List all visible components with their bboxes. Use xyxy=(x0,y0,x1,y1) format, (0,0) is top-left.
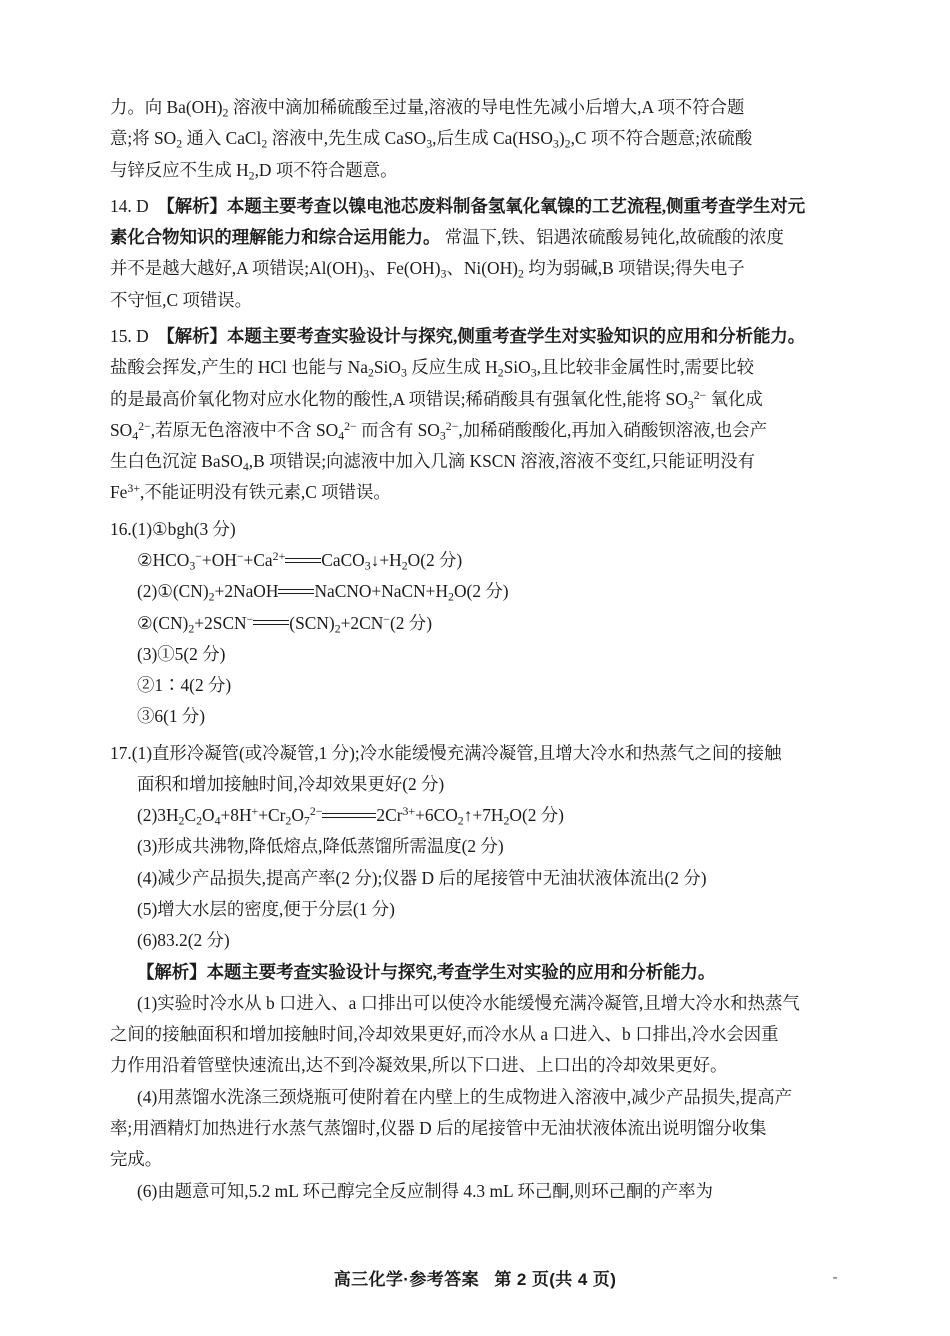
text-line: (6)83.2(2 分) xyxy=(137,930,230,951)
text-line: 力作用沿着管壁快速流出,达不到冷凝效果,所以下口进、上口出的冷却效果更好。 xyxy=(110,1055,728,1076)
item-number-14: 14. xyxy=(110,195,132,216)
answer-item-14 xyxy=(110,191,846,315)
text-line: 生白色沉淀 BaSO$_4$,B 项错误;向滤液中加入几滴 KSCN 溶液,溶液不变红,只能证明没有 xyxy=(110,451,756,474)
item-answer-15: D xyxy=(136,325,149,346)
text-line: 之间的接触面积和增加接触时间,冷却效果更好,而冷水从 a 口进入、b 口排出,冷水会因重 xyxy=(110,1024,779,1045)
paragraph-continuation-13 xyxy=(110,92,846,185)
equals-arrow-icon xyxy=(253,618,289,630)
item-number-17: 17. xyxy=(110,742,132,763)
text-line: 不守恒,C 项错误。 xyxy=(110,289,253,310)
text-line: ③6(1 分) xyxy=(137,706,206,727)
equals-arrow-icon xyxy=(322,811,376,823)
analysis-label: 【解析】 xyxy=(137,961,207,982)
text-line: 完成。 xyxy=(110,1149,163,1170)
text-line: (4)用蒸馏水洗涤三颈烧瓶可使附着在内壁上的生成物进入溶液中,减少产品损失,提高产 xyxy=(137,1086,793,1107)
text-line: 与锌反应不生成 $H_2,D$ 项不符合题意。 xyxy=(110,159,398,183)
text-line xyxy=(110,191,846,221)
text-line: $SO_4^{2-}$,若原无色溶液中不含 $SO_4^{2-}$ 而含有 $SO_3^{2-}$,加稀硝酸酸化,再加入硝酸钡溶液,也会产 xyxy=(110,418,768,443)
text-line: (4)减少产品损失,提高产率(2 分);仪器 D 后的尾接管中无油状液体流出(2 分) xyxy=(137,867,707,888)
item-answer-14: D xyxy=(136,195,149,216)
analysis-bold-17: 本题主要考查实验设计与探究,考查学生对实验的应用和分析能力。 xyxy=(206,961,716,982)
analysis-label: 【解析】 xyxy=(157,325,227,346)
page-footer xyxy=(0,1265,950,1290)
text-line: $②HCO_3^-+OH^-+Ca^{2+}$ $CaCO_3↓+H_2O(2$ 分) xyxy=(137,548,463,573)
analysis-bold-15: 本题主要考查实验设计与探究,侧重考查学生对实验知识的应用和分析能力。 xyxy=(226,325,806,346)
text-line: 素化合物知识的理解能力和综合运用能力。 常温下,铁、铝遇浓硫酸易钝化,故硫酸的浓度 xyxy=(110,227,784,248)
text-line: 力。向 $Ba(OH)_2$ 溶液中滴加稀硫酸至过量,溶液的导电性先减小后增大,A 项不符合题 xyxy=(110,97,745,120)
text-line: (5)增大水层的密度,便于分层(1 分) xyxy=(137,899,395,920)
text-line xyxy=(137,957,846,987)
text-line xyxy=(110,321,846,351)
text-line: $(2)3H_2C_2O_4+8H^++Cr_2O_7^{2-}$ $2Cr^{3+}+6CO_2↑+7H_2O(2$ 分) xyxy=(137,804,564,828)
footer-label: 高三化学·参考答案 xyxy=(333,1270,479,1289)
text-line: 面积和增加接触时间,冷却效果更好(2 分) xyxy=(137,773,445,794)
analysis-bold-14: 本题主要考查以镍电池芯废料制备氢氧化氧镍的工艺流程,侧重考查学生对元 xyxy=(226,195,806,216)
footer-tail-mark: - xyxy=(832,1269,838,1286)
text-line: 的是最高价氧化物对应水化物的酸性,A 项错误;稀硝酸具有强氧化性,能将 $SO_3^{2-}$ 氧化成 xyxy=(110,387,763,412)
answer-item-16 xyxy=(110,514,846,732)
text-line: ②1∶4(2 分) xyxy=(137,675,232,696)
text-line: (1)实验时冷水从 b 口进入、a 口排出可以使冷水能缓慢充满冷凝管,且增大冷水和热蒸气 xyxy=(137,992,800,1013)
text-line: (3)形成共沸物,降低熔点,降低蒸馏所需温度(2 分) xyxy=(137,836,504,857)
text-line: 盐酸会挥发,产生的 HCl 也能与 $Na_2SiO_3$ 反应生成 $H_2SiO_3$,且比较非金属性时,需要比较 xyxy=(110,357,754,380)
answer-item-15 xyxy=(110,321,846,508)
item-number-16: 16. xyxy=(110,518,132,539)
document-body xyxy=(110,92,846,1206)
item-number-15: 15. xyxy=(110,325,132,346)
text-line: 并不是越大越好,A 项错误$;Al(OH)_3$、$Fe(OH)_3$、$Ni(OH)_2$ 均为弱碱,B 项错误;得失电子 xyxy=(110,258,745,281)
text-line: $Fe^{3+}$,不能证明没有铁元素,C 项错误。 xyxy=(110,481,391,503)
text-line: (3)①5(2 分) xyxy=(137,643,226,664)
text-line: (6)由题意可知,5.2 mL 环己醇完全反应制得 4.3 mL 环己酮,则环己酮的产率为 xyxy=(137,1180,713,1201)
equals-arrow-icon xyxy=(278,587,314,599)
text-line: 意;将 $SO_2$ 通入 CaCl$_2$ 溶液中,先生成 CaSO$_3$,后生成 $Ca(HSO_3)_2,C$ 项不符合题意;浓硫酸 xyxy=(110,128,753,151)
text-line: 率;用酒精灯加热进行水蒸气蒸馏时,仪器 D 后的尾接管中无油状液体流出说明馏分收集 xyxy=(110,1118,767,1138)
answer-item-17 xyxy=(110,738,846,1206)
text-line: 16.(1)①bgh(3 分) xyxy=(110,518,236,539)
footer-page-number: 第 2 页(共 4 页) xyxy=(494,1270,617,1289)
text-line: $(2)①(CN)_2+2NaOH$ $NaCNO+NaCN+H_2O(2$ 分) xyxy=(137,581,509,604)
equals-arrow-icon xyxy=(285,556,321,568)
text-line: 17.(1)直形冷凝管(或冷凝管,1 分);冷水能缓慢充满冷凝管,且增大冷水和热蒸气之间的接触 xyxy=(110,742,782,763)
text-line: $②(CN)_2+2SCN^-$ $(SCN)_2+2CN^-(2$ 分) xyxy=(137,611,432,636)
analysis-label: 【解析】 xyxy=(157,195,227,216)
